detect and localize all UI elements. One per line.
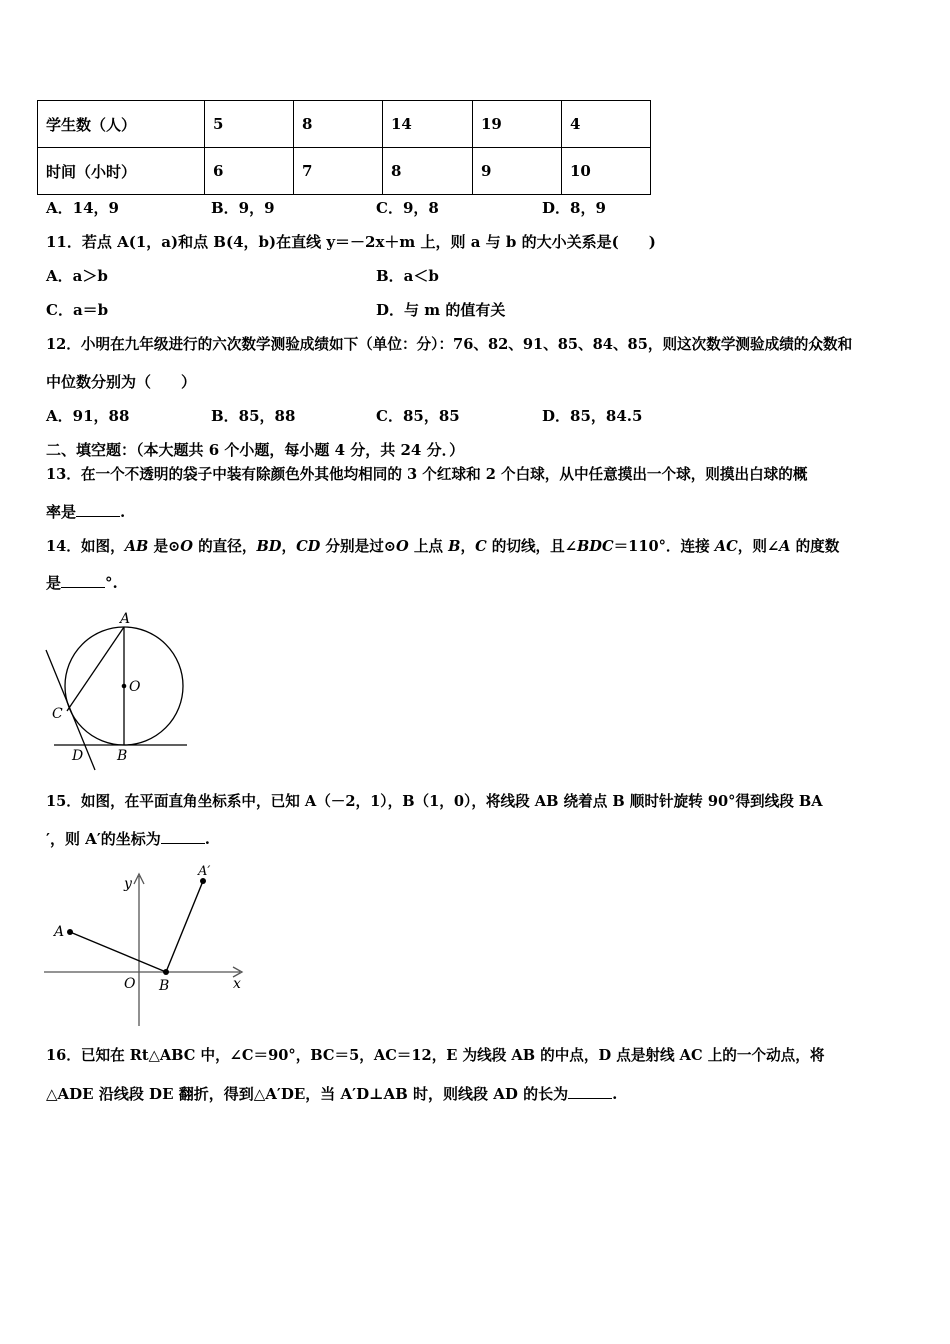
center-point <box>122 684 127 689</box>
q12-option-a: A．91，88 <box>46 407 130 425</box>
q14-var: C <box>475 538 487 555</box>
label-a-prime: A′ <box>198 864 211 879</box>
q14-var: B <box>448 538 461 555</box>
label-c: C <box>52 706 63 722</box>
label-o: O <box>124 976 136 992</box>
q14-var: AB <box>124 538 149 555</box>
coordinate-figure <box>40 860 255 1030</box>
segment-ab <box>70 932 166 972</box>
table-cell: 7 <box>294 148 383 195</box>
table-cell: 8 <box>294 101 383 148</box>
q13-line-2 <box>46 502 125 522</box>
q14-text: 是⊙ <box>148 538 181 555</box>
label-a: A <box>120 611 131 627</box>
table-cell: 10 <box>562 148 651 195</box>
table-cell: 14 <box>383 101 473 148</box>
q10-option-b: B．9，9 <box>211 199 275 217</box>
table-cell: 学生数（人） <box>38 101 205 148</box>
q16-line-1: 16．已知在 Rt△ABC 中，∠C＝90°，BC＝5，AC＝12，E 为线段 AB 的中点，D 点是射线 AC 上的一个动点，将 <box>46 1047 825 1064</box>
point-a <box>67 929 73 935</box>
q11-option-d: D．与 m 的值有关 <box>376 301 506 319</box>
q14-text: 的直径， <box>192 538 257 555</box>
circle-tangent-figure <box>40 608 195 776</box>
table-row <box>38 148 651 195</box>
segment-ac <box>67 627 124 711</box>
section-heading: 二、填空题：（本大题共 6 个小题，每小题 4 分，共 24 分．） <box>46 441 465 459</box>
q14-text: 上点 <box>408 538 449 555</box>
q14-var: O <box>180 538 193 555</box>
q12-option-d: D．85，84.5 <box>542 407 643 425</box>
q13-text-post: . <box>120 503 126 521</box>
table-cell: 时间（小时） <box>38 148 205 195</box>
answer-blank <box>568 1084 612 1099</box>
q10-option-c: C．9，8 <box>376 199 439 217</box>
answer-blank <box>61 573 105 588</box>
answer-blank <box>76 502 120 517</box>
q14-text: 的切线，且∠ <box>486 538 577 555</box>
q14-text: 14．如图， <box>46 538 125 555</box>
q14-var: O <box>396 538 409 555</box>
q15-text-post: . <box>204 830 211 848</box>
q15-line-2 <box>46 829 210 849</box>
q14-var: BD <box>256 538 282 555</box>
table-cell: 5 <box>205 101 294 148</box>
q11-text: 11．若点 A(1，a)和点 B(4，b)在直线 y＝－2x＋m 上，则 a 与 b 的大小关系是( ) <box>46 233 656 251</box>
q14-var: A <box>779 538 791 555</box>
q15-text-pre: ′，则 A′的坐标为 <box>46 830 161 848</box>
q12-line-2: 中位数分别为（ ） <box>46 373 197 391</box>
q14-var: BDC <box>576 538 614 555</box>
q12-line-1: 12．小明在九年级进行的六次数学测验成绩如下（单位：分）：76、82、91、85、84、85，则这次数学测验成绩的众数和 <box>46 336 853 353</box>
table-row <box>38 101 651 148</box>
q11-option-a: A．a＞b <box>46 267 108 285</box>
q14-text: 的度数 <box>790 538 840 555</box>
q14-text: ＝110°．连接 <box>613 538 715 555</box>
q14-text-pre: 是 <box>46 574 62 592</box>
table-cell: 8 <box>383 148 473 195</box>
q12-option-c: C．85，85 <box>376 407 460 425</box>
q11-option-c: C．a＝b <box>46 301 109 319</box>
table-cell: 9 <box>473 148 562 195</box>
table-cell: 4 <box>562 101 651 148</box>
q10-option-d: D．8，9 <box>542 199 606 217</box>
q16-text-post: . <box>612 1085 618 1103</box>
q14-text-post: °. <box>105 574 118 592</box>
label-a: A <box>54 924 65 940</box>
q14-text: ， <box>460 538 476 555</box>
data-table <box>37 100 651 195</box>
table-cell: 6 <box>205 148 294 195</box>
q13-line-1: 13．在一个不透明的袋子中装有除颜色外其他均相同的 3 个红球和 2 个白球，从中任意摸出一个球，则摸出白球的概 <box>46 466 808 483</box>
q15-line-1: 15．如图，在平面直角坐标系中，已知 A（－2，1），B（1，0），将线段 AB 绕着点 B 顺时针旋转 90°得到线段 BA <box>46 793 823 810</box>
label-b: B <box>159 978 170 994</box>
q16-text-pre: △ADE 沿线段 DE 翻折，得到△A′DE，当 A′D⊥AB 时，则线段 AD 的长为 <box>46 1085 569 1103</box>
label-d: D <box>72 748 84 764</box>
label-y: y <box>124 876 132 892</box>
answer-blank <box>161 829 205 844</box>
label-o: O <box>129 679 141 695</box>
q10-option-a: A．14，9 <box>46 199 119 217</box>
q14-line-2 <box>46 573 118 593</box>
point-b <box>163 969 169 975</box>
q12-option-b: B．85，88 <box>211 407 296 425</box>
q14-line-1 <box>46 537 839 557</box>
q11-option-b: B．a＜b <box>376 267 439 285</box>
segment-ba-prime <box>166 881 203 972</box>
q14-text: 分别是过⊙ <box>320 538 397 555</box>
q14-var: AC <box>714 538 738 555</box>
q13-text-pre: 率是 <box>46 503 77 521</box>
q16-line-2 <box>46 1084 617 1104</box>
table-cell: 19 <box>473 101 562 148</box>
label-x: x <box>233 976 241 992</box>
q14-text: ， <box>281 538 297 555</box>
q14-text: ，则∠ <box>737 538 780 555</box>
label-b: B <box>117 748 128 764</box>
q14-var: CD <box>296 538 321 555</box>
